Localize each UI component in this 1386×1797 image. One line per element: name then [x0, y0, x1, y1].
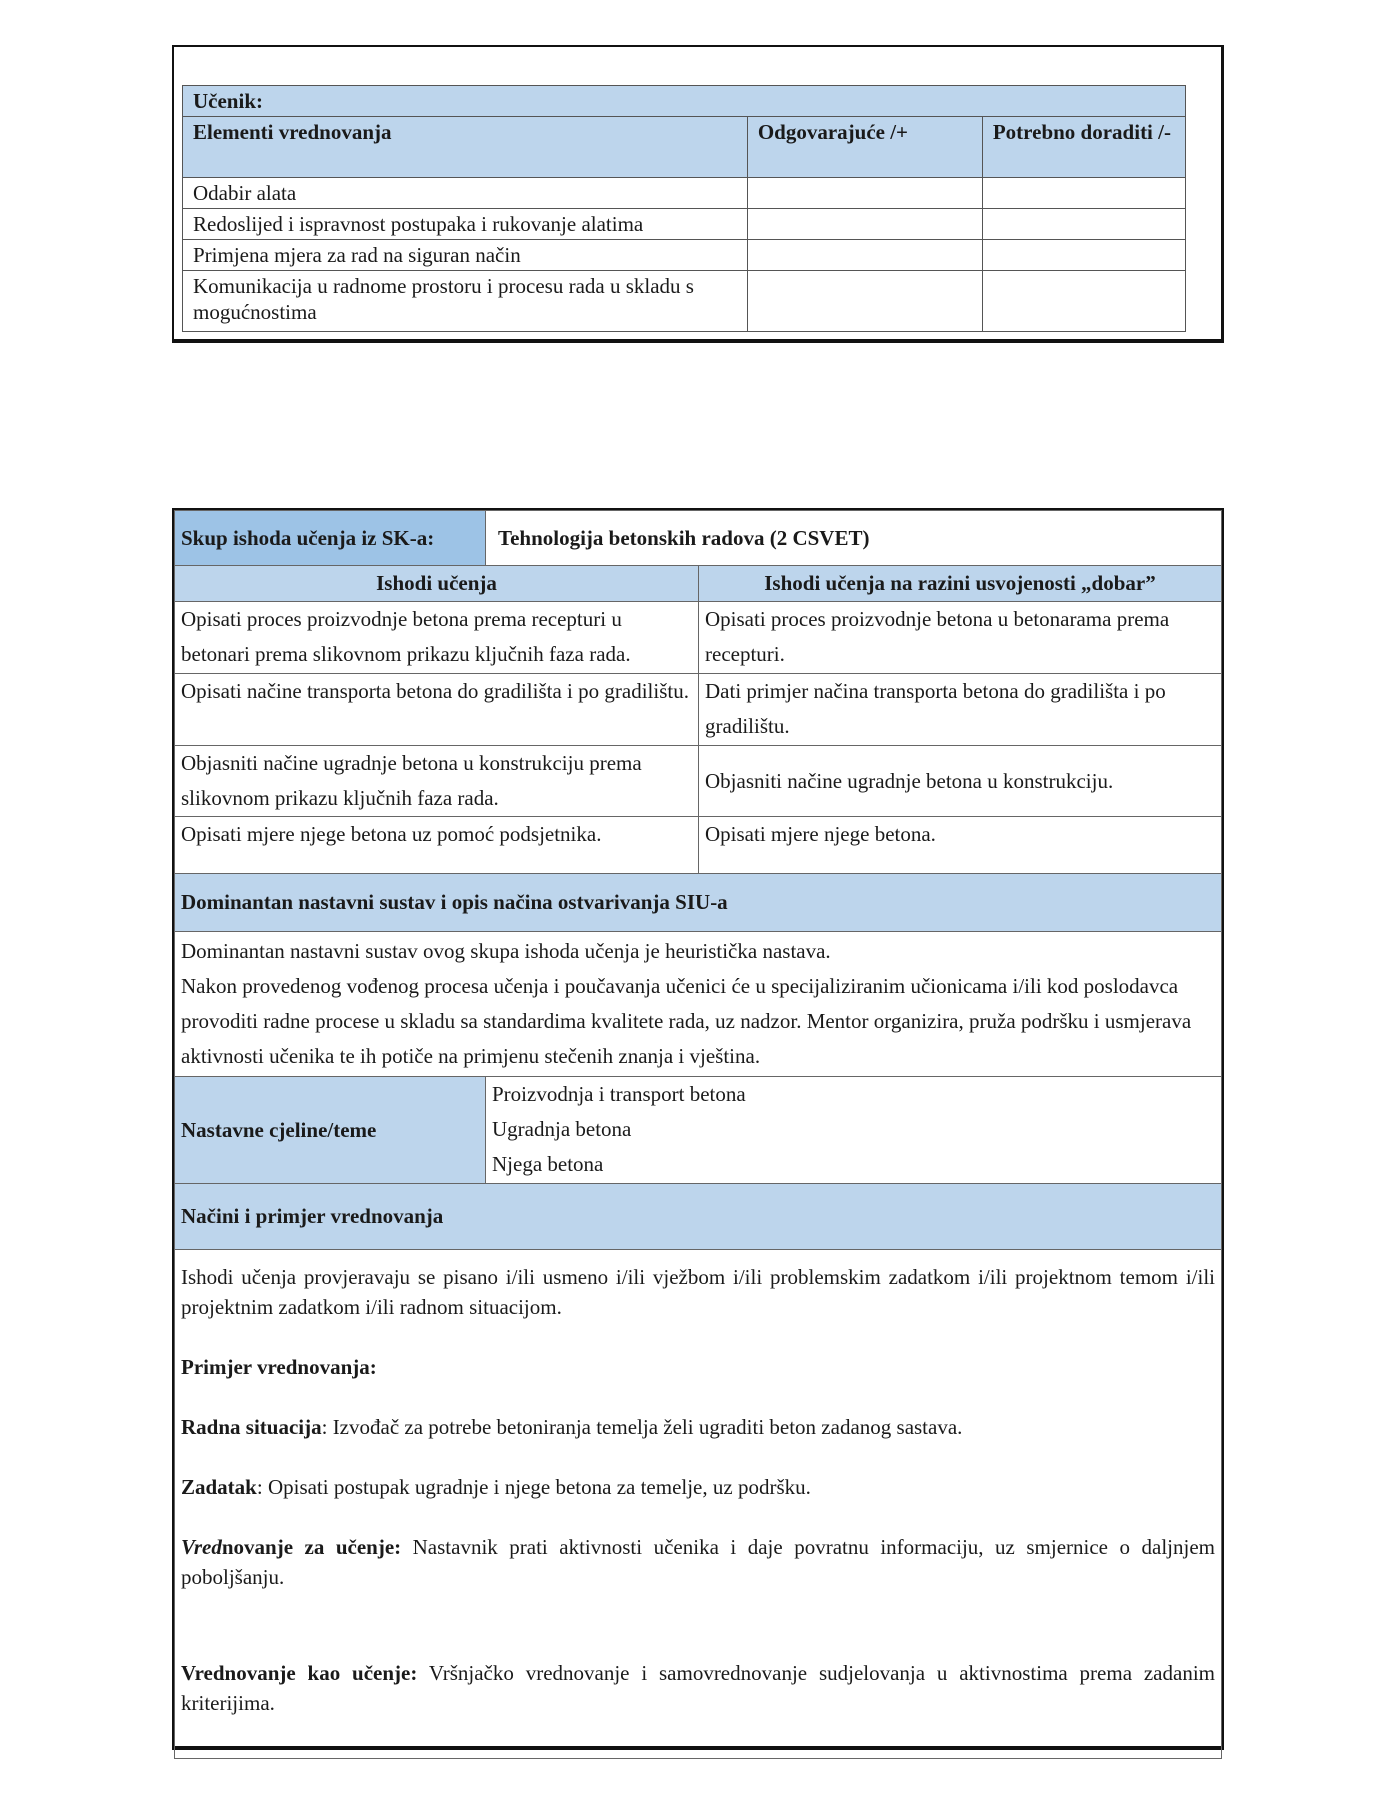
task-label: Zadatak	[181, 1475, 257, 1499]
needs-work-cell[interactable]	[982, 271, 1185, 332]
assessment-table	[182, 85, 1186, 332]
evaluation-as-learning: Vrednovanje kao učenje: Vršnjačko vrednovanje i samovrednovanje sudjelovanja u aktivnostima prema zadanim kriterijima.	[181, 1661, 1215, 1715]
table-row	[175, 817, 1222, 874]
table-row	[175, 746, 1222, 817]
dominant-system-header: Dominantan nastavni sustav i opis načina ostvarivanja SIU-a	[175, 874, 1222, 932]
col-good-level-header: Ishodi učenja na razini usvojenosti „dobar”	[699, 566, 1222, 602]
adequate-cell[interactable]	[747, 271, 982, 332]
evaluation-header: Načini i primjer vrednovanja	[175, 1184, 1222, 1250]
outcome-cell: Opisati proces proizvodnje betona prema recepturi u betonari prema slikovnom prikazu ključnih faza rada.	[175, 602, 699, 674]
evaluation-example-title: Primjer vrednovanja:	[181, 1355, 377, 1379]
outcomes-table	[174, 510, 1222, 1759]
outcome-cell: Opisati načine transporta betona do gradilišta i po gradilištu.	[175, 674, 699, 746]
element-cell: Komunikacija u radnome prostoru i procesu rada u skladu s mogućnostima	[183, 271, 748, 332]
needs-work-cell[interactable]	[982, 240, 1185, 271]
good-level-cell: Opisati mjere njege betona.	[699, 817, 1222, 874]
student-label: Učenik:	[183, 86, 1186, 117]
adequate-cell[interactable]	[747, 178, 982, 209]
outcomes-frame	[172, 508, 1224, 1750]
dominant-line: Dominantan nastavni sustav ovog skupa ishoda učenja je heuristička nastava.	[181, 939, 831, 963]
unit-item: Proizvodnja i transport betona	[492, 1082, 746, 1106]
work-situation: Radna situacija: Izvođač za potrebe betoniranja temelja želi ugraditi beton zadanog sastava.	[181, 1415, 963, 1439]
table-row	[175, 674, 1222, 746]
good-level-cell: Objasniti načine ugradnje betona u konstrukciju.	[699, 746, 1222, 817]
set-value: Tehnologija betonskih radova (2 CSVET)	[486, 511, 1222, 566]
needs-work-cell[interactable]	[982, 178, 1185, 209]
adequate-cell[interactable]	[747, 240, 982, 271]
evaluation-intro: Ishodi učenja provjeravaju se pisano i/ili usmeno i/ili vježbom i/ili problemskim zadatkom i/ili projektnom temom i/ili projektnim zadatkom i/ili radnom situacijom.	[181, 1265, 1215, 1319]
table-row	[183, 178, 1186, 209]
element-cell: Odabir alata	[183, 178, 748, 209]
units-label: Nastavne cjeline/teme	[175, 1077, 486, 1184]
dominant-line: Nakon provedenog vođenog procesa učenja i poučavanja učenici će u specijaliziranim učionicama i/ili kod poslodavca provoditi radne procese u skladu sa standardima kvalitete rada, uz nadzor. Mentor organizira, pruža podršku i usmjerava aktivnosti učenika te ih potiče na primjenu stečenih znanja i vještina.	[181, 974, 1192, 1068]
assessment-frame	[172, 45, 1224, 343]
units-list	[486, 1077, 1222, 1184]
element-cell: Primjena mjera za rad na siguran način	[183, 240, 748, 271]
adequate-cell[interactable]	[747, 209, 982, 240]
task: Zadatak: Opisati postupak ugradnje i njege betona za temelje, uz podršku.	[181, 1475, 811, 1499]
element-cell: Redoslijed i ispravnost postupaka i rukovanje alatima	[183, 209, 748, 240]
needs-work-cell[interactable]	[982, 209, 1185, 240]
unit-item: Ugradnja betona	[492, 1117, 632, 1141]
dominant-system-body	[175, 932, 1222, 1077]
header-adequate: Odgovarajuće /+	[747, 117, 982, 178]
table-row	[183, 209, 1186, 240]
unit-item: Njega betona	[492, 1152, 604, 1176]
table-row	[183, 271, 1186, 332]
col-outcomes-header: Ishodi učenja	[175, 566, 699, 602]
good-level-cell: Dati primjer načina transporta betona do gradilišta i po gradilištu.	[699, 674, 1222, 746]
header-elements: Elementi vrednovanja	[183, 117, 748, 178]
evaluation-body	[175, 1250, 1222, 1759]
header-needs-work: Potrebno doraditi /-	[982, 117, 1185, 178]
outcome-cell: Opisati mjere njege betona uz pomoć podsjetnika.	[175, 817, 699, 874]
evaluation-for-learning: Vrednovanje za učenje: Nastavnik prati aktivnosti učenika i daje povratnu informaciju, uz smjernice o daljnjem poboljšanju.	[181, 1535, 1215, 1589]
outcome-cell: Objasniti načine ugradnje betona u konstrukciju prema slikovnom prikazu ključnih faza rada.	[175, 746, 699, 817]
work-situation-label: Radna situacija	[181, 1415, 322, 1439]
set-label: Skup ishoda učenja iz SK-a:	[175, 511, 486, 566]
table-row	[183, 240, 1186, 271]
table-row	[175, 602, 1222, 674]
good-level-cell: Opisati proces proizvodnje betona u betonarama prema recepturi.	[699, 602, 1222, 674]
